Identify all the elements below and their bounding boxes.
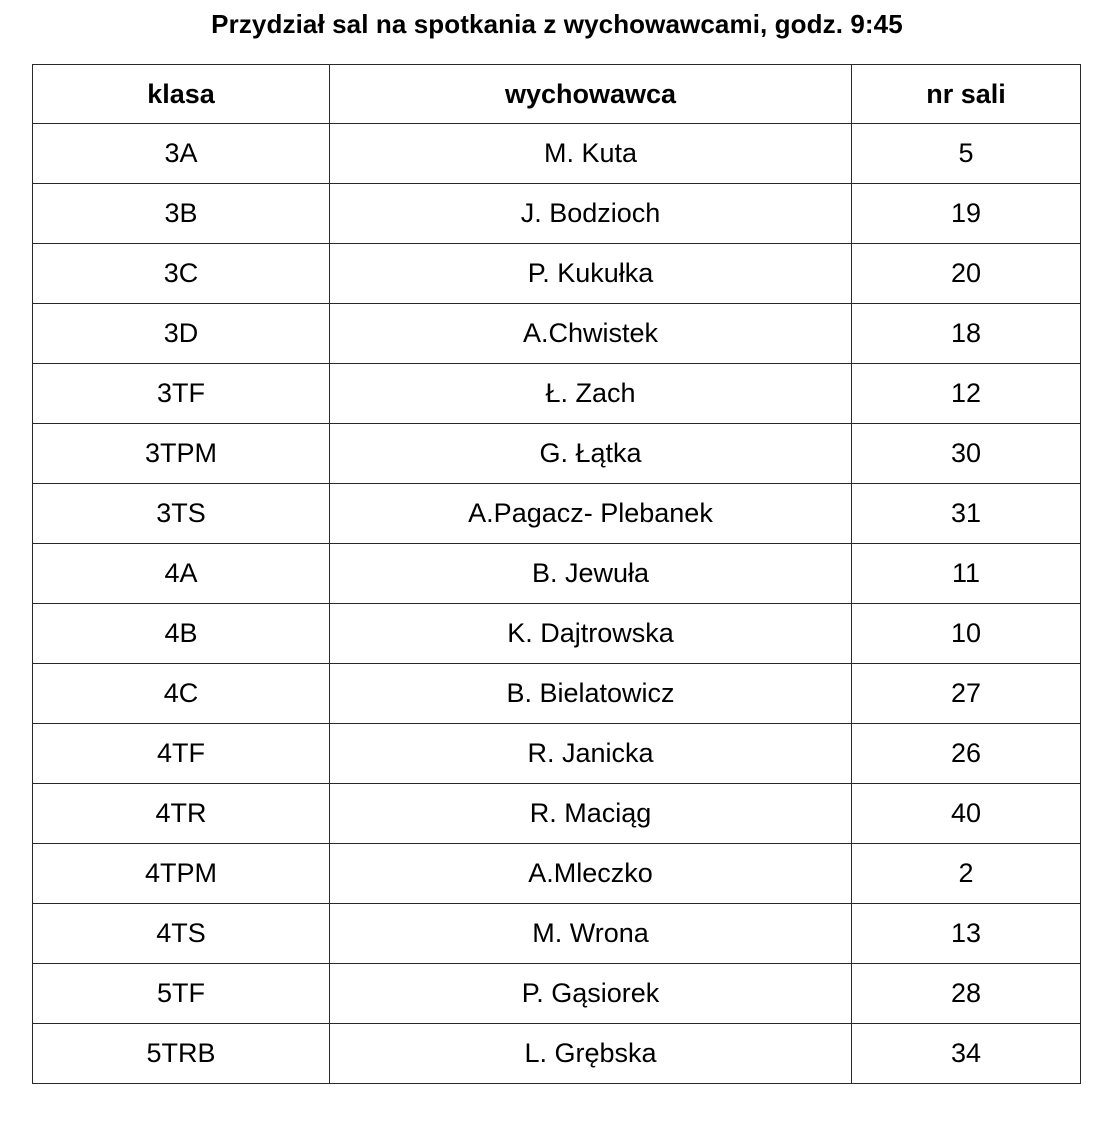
table-row (33, 364, 1081, 424)
cell-room: 27 (852, 664, 1081, 724)
cell-teacher: M. Kuta (330, 124, 852, 184)
cell-teacher: A.Chwistek (330, 304, 852, 364)
cell-class: 4TS (33, 904, 330, 964)
cell-teacher: A.Mleczko (330, 844, 852, 904)
table-row (33, 604, 1081, 664)
cell-room: 20 (852, 244, 1081, 304)
table-row (33, 124, 1081, 184)
cell-room: 13 (852, 904, 1081, 964)
cell-class: 3TF (33, 364, 330, 424)
cell-teacher: Ł. Zach (330, 364, 852, 424)
cell-teacher: L. Grębska (330, 1024, 852, 1084)
cell-teacher: K. Dajtrowska (330, 604, 852, 664)
cell-teacher: M. Wrona (330, 904, 852, 964)
cell-class: 3D (33, 304, 330, 364)
table-row (33, 1024, 1081, 1084)
cell-room: 18 (852, 304, 1081, 364)
table-row (33, 844, 1081, 904)
cell-teacher: B. Bielatowicz (330, 664, 852, 724)
table-row (33, 664, 1081, 724)
table-row (33, 784, 1081, 844)
cell-teacher: P. Kukułka (330, 244, 852, 304)
cell-room: 34 (852, 1024, 1081, 1084)
cell-room: 19 (852, 184, 1081, 244)
column-header-teacher: wychowawca (330, 65, 852, 124)
cell-room: 5 (852, 124, 1081, 184)
cell-class: 3C (33, 244, 330, 304)
cell-class: 4TPM (33, 844, 330, 904)
cell-class: 4TF (33, 724, 330, 784)
table-row (33, 304, 1081, 364)
cell-class: 4TR (33, 784, 330, 844)
table-row (33, 424, 1081, 484)
column-header-class: klasa (33, 65, 330, 124)
cell-class: 3A (33, 124, 330, 184)
table-row (33, 484, 1081, 544)
cell-class: 5TF (33, 964, 330, 1024)
cell-room: 12 (852, 364, 1081, 424)
cell-room: 10 (852, 604, 1081, 664)
cell-class: 4C (33, 664, 330, 724)
cell-teacher: B. Jewuła (330, 544, 852, 604)
cell-teacher: A.Pagacz- Plebanek (330, 484, 852, 544)
cell-room: 28 (852, 964, 1081, 1024)
cell-room: 11 (852, 544, 1081, 604)
cell-teacher: G. Łątka (330, 424, 852, 484)
cell-teacher: J. Bodzioch (330, 184, 852, 244)
cell-class: 3TS (33, 484, 330, 544)
document-title: Przydział sal na spotkania z wychowawcami, godz. 9:45 (211, 9, 903, 39)
table-row (33, 184, 1081, 244)
room-assignment-table (32, 64, 1081, 1084)
table-row (33, 544, 1081, 604)
table-row (33, 964, 1081, 1024)
table-row (33, 244, 1081, 304)
table-row (33, 724, 1081, 784)
cell-room: 2 (852, 844, 1081, 904)
cell-teacher: P. Gąsiorek (330, 964, 852, 1024)
cell-room: 26 (852, 724, 1081, 784)
table-header-row (33, 65, 1081, 124)
table-row (33, 904, 1081, 964)
cell-teacher: R. Maciąg (330, 784, 852, 844)
cell-class: 4A (33, 544, 330, 604)
cell-class: 5TRB (33, 1024, 330, 1084)
cell-room: 30 (852, 424, 1081, 484)
column-header-room: nr sali (852, 65, 1081, 124)
cell-class: 3B (33, 184, 330, 244)
cell-room: 31 (852, 484, 1081, 544)
cell-class: 3TPM (33, 424, 330, 484)
cell-room: 40 (852, 784, 1081, 844)
cell-class: 4B (33, 604, 330, 664)
cell-teacher: R. Janicka (330, 724, 852, 784)
